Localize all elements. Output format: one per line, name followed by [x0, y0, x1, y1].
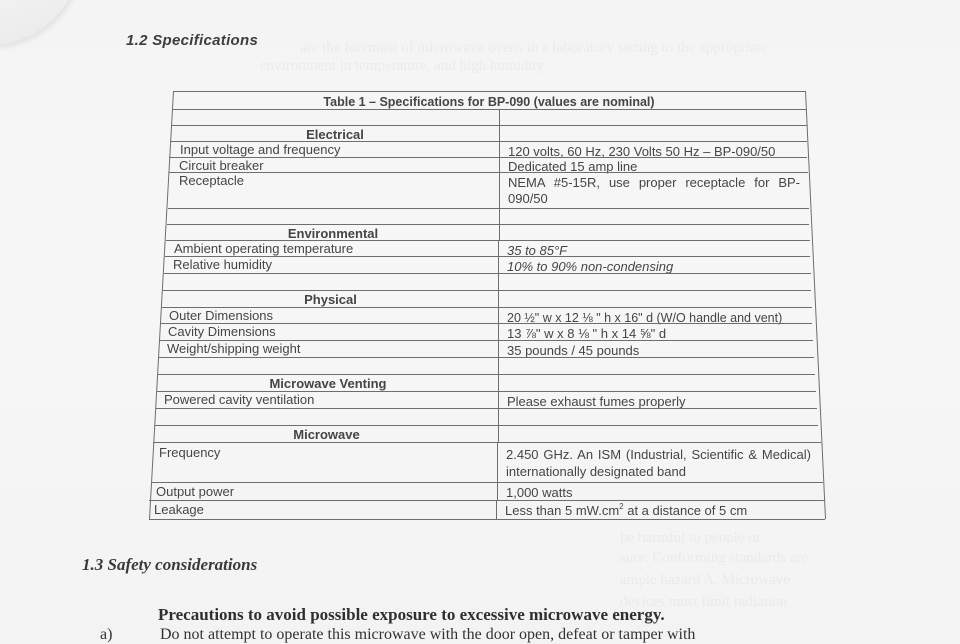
row-label: Leakage	[154, 502, 204, 517]
row-value: 20 ½" w x 12 ⅛ " h x 16" d (W/O handle and vent)	[507, 311, 783, 325]
row-value: 1,000 watts	[506, 485, 573, 500]
precautions-heading: Precautions to avoid possible exposure to excessive microwave energy.	[158, 605, 665, 624]
row-label: Receptacle	[179, 173, 245, 188]
row-value: 2.450 GHz. An ISM (Industrial, Scientific & Medical) internationally designated band	[506, 447, 811, 479]
row-value: Dedicated 15 amp line	[508, 159, 638, 174]
show-through-text: sure. Conforming standards are	[620, 550, 809, 566]
row-value: 120 volts, 60 Hz, 230 Volts 50 Hz – BP-090/50	[508, 144, 776, 159]
show-through-text: devices must limit radiation	[620, 594, 788, 610]
row-label: Powered cavity ventilation	[164, 392, 315, 407]
category-electrical: Electrical	[306, 127, 364, 142]
row-label: Frequency	[159, 445, 221, 460]
row-value: 13 ⅞" w x 8 ⅛ " h x 14 ⅝" d	[507, 326, 667, 341]
row-value: NEMA #5-15R, use proper receptacle for BP-090/50	[508, 175, 800, 206]
list-item-marker: a)	[100, 626, 113, 643]
row-label: Relative humidity	[173, 257, 272, 272]
section-heading-safety: 1.3 Safety considerations	[82, 555, 258, 574]
show-through-text: ample hazard A. Microwave	[620, 572, 790, 588]
row-label: Ambient operating temperature	[174, 241, 354, 256]
section-heading-specifications: 1.2 Specifications	[126, 32, 259, 49]
row-value: Less than 5 $mW.cm^2$ at a distance of 5 cm	[505, 502, 748, 518]
show-through-text: be harmful to people or	[620, 530, 761, 546]
row-label: Output power	[156, 484, 235, 499]
show-through-text: are the foremost of microwave ovens in a laboratory setting to the appropriate	[300, 40, 768, 56]
row-value: 35 pounds / 45 pounds	[507, 343, 640, 358]
row-label: Cavity Dimensions	[168, 324, 276, 339]
row-label: Circuit breaker	[179, 158, 264, 173]
row-label: Weight/shipping weight	[167, 341, 301, 356]
row-value: Please exhaust fumes properly	[507, 394, 686, 409]
category-environmental: Environmental	[287, 226, 379, 241]
table-caption: Table 1 – Specifications for BP-090 (values are nominal)	[323, 95, 655, 109]
show-through-text: environment in temperature, and high humidity	[260, 58, 545, 74]
category-microwave: Microwave	[293, 427, 360, 442]
row-label: Outer Dimensions	[169, 308, 274, 323]
category-physical: Physical	[304, 292, 357, 307]
row-value: 35 to 85°F	[507, 243, 568, 258]
list-item-text: Do not attempt to operate this microwave with the door open, defeat or tamper with	[160, 626, 696, 643]
row-value: 10% to 90% non-condensing	[507, 259, 674, 274]
category-microwave-venting: Microwave Venting	[269, 376, 387, 391]
row-label: Input voltage and frequency	[180, 142, 341, 157]
